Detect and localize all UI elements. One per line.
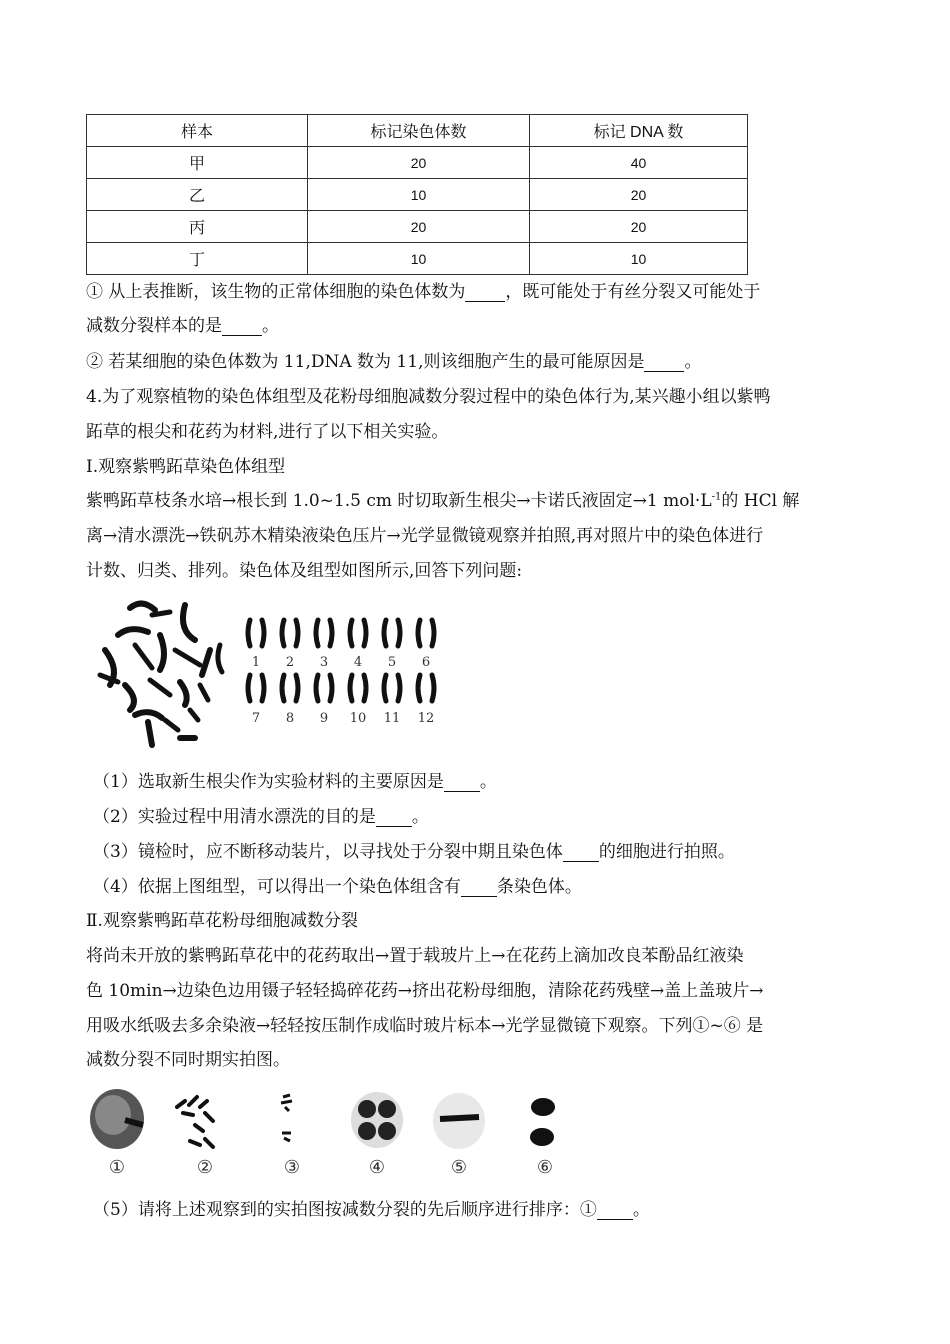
text: 。 (684, 352, 702, 372)
section-1-para-line-3: 计数、归类、排列。染色体及组型如图所示,回答下列问题: (86, 561, 523, 581)
section-1-para-line-1 (86, 491, 799, 511)
text: （2）实验过程中用清水漂洗的目的是 (93, 807, 376, 827)
chromosome-pair (418, 620, 434, 646)
table-row (87, 179, 748, 211)
karyotype-number: 4 (353, 655, 363, 670)
question-5 (93, 1200, 650, 1220)
table-row (87, 147, 748, 179)
text: 的 HCl 解 (721, 491, 800, 511)
answer-blank[interactable] (461, 880, 497, 897)
karyotype-pairs (248, 620, 434, 701)
header-cell: 标记 DNA 数 (530, 115, 748, 147)
question-3 (93, 842, 735, 862)
answer-blank[interactable] (222, 319, 262, 336)
superscript: -1 (711, 491, 722, 503)
chromosome-pair (316, 675, 332, 701)
chromosome-pair (350, 620, 366, 646)
question-1 (93, 772, 497, 792)
chromosome-pair (282, 675, 298, 701)
table-cell: 甲 (87, 147, 308, 179)
text: ② 若某细胞的染色体数为 11,DNA 数为 11,则该细胞产生的最可能原因是 (86, 352, 645, 372)
karyotype-number: 7 (251, 711, 261, 726)
problem-4-intro-2: 跖草的根尖和花药为材料,进行了以下相关实验。 (86, 422, 449, 442)
section-2-para-line-3: 用吸水纸吸去多余染液→轻轻按压制作成临时玻片标本→光学显微镜下观察。下列①~⑥ 是 (86, 1016, 764, 1036)
sample-table (86, 114, 748, 275)
metaphase-spread (100, 603, 222, 745)
section-2-heading: Ⅱ.观察紫鸭跖草花粉母细胞减数分裂 (86, 911, 358, 931)
karyotype-number: 9 (319, 711, 329, 726)
chromosome-pair (248, 620, 264, 646)
meiosis-photo-6 (530, 1098, 555, 1146)
meiosis-label: ② (196, 1157, 214, 1178)
karyotype-number: 3 (319, 655, 329, 670)
answer-blank[interactable] (563, 845, 599, 862)
meiosis-label: ③ (283, 1157, 301, 1178)
header-cell: 标记染色体数 (308, 115, 530, 147)
header-cell: 样本 (87, 115, 308, 147)
section-2-para-line-4: 减数分裂不同时期实拍图。 (86, 1050, 290, 1070)
meiosis-label: ⑥ (536, 1157, 554, 1178)
meiosis-label: ① (108, 1157, 126, 1178)
chromosome-pair (248, 675, 264, 701)
answer-blank[interactable] (644, 355, 684, 372)
text: 。 (479, 772, 497, 792)
question-1-line-2 (86, 316, 279, 336)
answer-blank[interactable] (465, 285, 505, 302)
table-cell: 10 (308, 179, 530, 211)
table-cell: 40 (530, 147, 748, 179)
problem-4-intro-1: 4.为了观察植物的染色体组型及花粉母细胞减数分裂过程中的染色体行为,某兴趣小组以紫鸭 (86, 387, 771, 407)
table-cell: 10 (530, 243, 748, 275)
text: 减数分裂样本的是 (86, 316, 222, 336)
text: （4）依据上图组型，可以得出一个染色体组含有 (93, 877, 461, 897)
text: ，既可能处于有丝分裂又可能处于 (505, 282, 761, 302)
text: （5）请将上述观察到的实拍图按减数分裂的先后顺序进行排序：① (93, 1200, 597, 1220)
question-2 (93, 807, 429, 827)
meiosis-figure (85, 1085, 585, 1180)
meiosis-labels (109, 1157, 553, 1178)
text: （1）选取新生根尖作为实验材料的主要原因是 (93, 772, 444, 792)
karyotype-number: 5 (387, 655, 397, 670)
table-row (87, 243, 748, 275)
answer-blank[interactable] (376, 810, 412, 827)
text: （3）镜检时，应不断移动装片，以寻找处于分裂中期且染色体 (93, 842, 563, 862)
meiosis-photo-4 (351, 1092, 403, 1148)
karyotype-numbers (252, 655, 434, 726)
question-1-line-1 (86, 282, 760, 302)
section-2-para-line-2: 色 10min→边染色边用镊子轻轻捣碎花药→挤出花粉母细胞，清除花药残壁→盖上盖玻片→ (86, 981, 764, 1001)
karyotype-figure (90, 590, 450, 755)
text: 。 (262, 316, 279, 336)
answer-blank[interactable] (444, 775, 480, 792)
text: 。 (632, 1200, 650, 1220)
text: 紫鸭跖草枝条水培→根长到 1.0~1.5 cm 时切取新生根尖→卡诺氏液固定→1 mol·L (86, 491, 712, 511)
karyotype-number: 6 (421, 655, 431, 670)
meiosis-label: ⑤ (450, 1157, 468, 1178)
meiosis-photo-2 (177, 1097, 213, 1147)
text: 条染色体。 (496, 877, 582, 897)
answer-blank[interactable] (597, 1203, 633, 1220)
karyotype-number: 1 (251, 655, 261, 670)
text: 的细胞进行拍照。 (598, 842, 735, 862)
meiosis-photo-3 (281, 1095, 292, 1141)
table-row (87, 211, 748, 243)
question-4 (93, 877, 582, 897)
karyotype-number: 12 (417, 711, 435, 726)
chromosome-pair (350, 675, 366, 701)
question-2-line (86, 352, 701, 372)
table-cell: 10 (308, 243, 530, 275)
chromosome-pair (418, 675, 434, 701)
table-cell: 丁 (87, 243, 308, 275)
text: 。 (411, 807, 429, 827)
table-cell: 20 (308, 147, 530, 179)
table-cell: 20 (308, 211, 530, 243)
section-1-para-line-2: 离→清水漂洗→铁矾苏木精染液染色压片→光学显微镜观察并拍照,再对照片中的染色体进行 (86, 526, 764, 546)
karyotype-number: 10 (349, 711, 367, 726)
chromosome-pair (384, 675, 400, 701)
karyotype-number: 11 (383, 711, 401, 726)
table-cell: 20 (530, 179, 748, 211)
table-header-row (87, 115, 748, 147)
table-cell: 乙 (87, 179, 308, 211)
karyotype-number: 8 (285, 711, 295, 726)
meiosis-label: ④ (368, 1157, 386, 1178)
chromosome-pair (316, 620, 332, 646)
meiosis-photo-5 (433, 1093, 485, 1149)
text: ① 从上表推断，该生物的正常体细胞的染色体数为 (86, 282, 466, 302)
section-1-heading: Ⅰ.观察紫鸭跖草染色体组型 (86, 457, 286, 477)
section-2-para-line-1: 将尚未开放的紫鸭跖草花中的花药取出→置于载玻片上→在花药上滴加改良苯酚品红液染 (86, 946, 744, 966)
table-cell: 丙 (87, 211, 308, 243)
table-cell: 20 (530, 211, 748, 243)
chromosome-pair (282, 620, 298, 646)
karyotype-number: 2 (285, 655, 295, 670)
meiosis-photo-1 (90, 1089, 144, 1149)
chromosome-pair (384, 620, 400, 646)
